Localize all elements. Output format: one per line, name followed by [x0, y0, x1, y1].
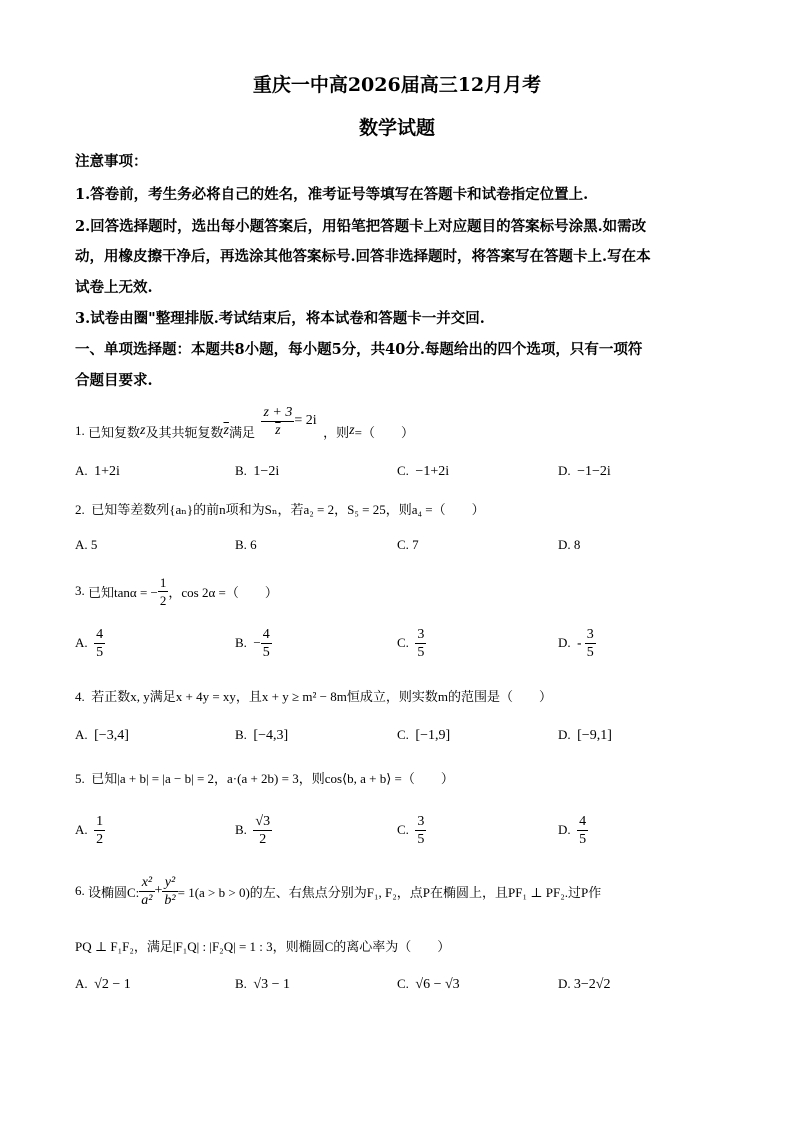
option-text: [−3,4]: [94, 728, 129, 743]
fraction-numerator: 3: [417, 813, 425, 829]
question-number: 4.: [75, 689, 85, 704]
option-d: [558, 537, 580, 553]
fraction: [261, 626, 272, 661]
fraction-numerator: z + 3: [263, 404, 293, 420]
question-number: 6.: [75, 883, 85, 898]
option-a: [75, 808, 105, 852]
option-text: √6 − √3: [415, 977, 460, 992]
fraction-numerator: 4: [96, 626, 104, 642]
fraction: [158, 574, 169, 609]
option-text: −1−2i: [577, 464, 611, 479]
math-variable-conjugate: $\overline{z}$: [223, 423, 229, 438]
question-1: [75, 404, 414, 455]
fraction: [585, 626, 596, 661]
question-text: 已知复数: [88, 424, 141, 440]
fraction: [415, 813, 426, 848]
option-label: B.: [235, 463, 247, 478]
exam-title: 重庆一中高2026届高三12月月考: [252, 74, 542, 96]
question-number: 5.: [75, 771, 85, 786]
fraction-numerator: 1: [159, 574, 167, 590]
option-label: C.: [397, 635, 409, 650]
option-label: C.: [397, 463, 409, 478]
option-text: [−4,3]: [253, 728, 289, 743]
fraction-numerator: √3: [255, 813, 271, 829]
option-label: D.: [558, 727, 571, 742]
option-label: B.: [235, 976, 247, 991]
option-label: A.: [75, 727, 88, 742]
notice-item-1: 1.答卷前，考生务必将自己的姓名，准考证号等填写在答题卡和试卷指定位置上.: [75, 186, 589, 203]
option-label: A.: [75, 822, 88, 837]
option-label: B.: [235, 635, 247, 650]
option-text: 1+2i: [94, 464, 120, 479]
option-label: D.: [558, 822, 571, 837]
option-label: C.: [397, 537, 409, 552]
option-b: [235, 622, 272, 664]
option-a: [75, 463, 120, 480]
section-heading-line-1: 一、单项选择题：本题共8小题，每小题5分，共40分.每题给出的四个选项，只有一项符: [75, 341, 643, 358]
question-text: 已知|a + b| = |a − b| = 2，a·(a + 2b) = 3，则cos⟨b, a + b⟩ =（ ）: [91, 771, 454, 786]
option-label: D.: [558, 976, 571, 991]
option-label: D.: [558, 463, 571, 478]
fraction-denominator: 5: [417, 644, 425, 660]
option-text: 3−2√2: [573, 977, 611, 992]
option-label: A.: [75, 463, 88, 478]
option-label: C.: [397, 727, 409, 742]
fraction: [577, 813, 588, 848]
option-b: [235, 976, 290, 993]
fraction-denominator: z: [275, 422, 281, 438]
option-c: [397, 622, 426, 664]
option-text: √3 − 1: [253, 977, 291, 992]
question-text: = 1(a > b > 0)的左、右焦点分别为F₁, F₂，点P在椭圆上，且PF₁ ⊥ PF₂.过P作: [177, 884, 602, 900]
option-text: √2 − 1: [94, 977, 131, 992]
question-text: 已知等差数列{aₙ}的前n项和为Sₙ，若a₂ = 2，S₅ = 25，则a₄ =（ ）: [91, 502, 485, 517]
section-heading-line-2: 合题目要求.: [75, 372, 153, 389]
option-c: [397, 808, 426, 852]
option-sign: −: [253, 635, 261, 650]
question-text: =（ ）: [354, 424, 414, 440]
fraction: [94, 813, 105, 848]
fraction: [94, 626, 105, 661]
fraction: [253, 813, 272, 848]
fraction-numerator: 3: [417, 626, 425, 642]
fraction: [415, 626, 426, 661]
plus-sign: +: [154, 883, 163, 898]
question-text: 已知tanα = −: [88, 584, 158, 600]
option-label: B.: [235, 537, 247, 552]
fraction-numerator: 4: [579, 813, 587, 829]
option-sign: -: [577, 635, 582, 650]
option-c: [397, 727, 450, 744]
option-d: [558, 976, 610, 993]
option-text: −1+2i: [415, 464, 450, 479]
fraction-denominator: 5: [262, 644, 270, 660]
fraction-denominator: a²: [141, 892, 153, 908]
fraction-denominator: 5: [579, 831, 587, 847]
subject-title: 数学试题: [358, 117, 435, 139]
fraction: [261, 404, 294, 439]
option-label: A.: [75, 537, 88, 552]
option-a: [75, 727, 129, 744]
fraction-numerator: 3: [586, 626, 594, 642]
question-5: [75, 768, 454, 787]
option-label: D.: [558, 635, 571, 650]
option-b: [235, 537, 257, 553]
option-text: 7: [412, 537, 419, 552]
fraction-denominator: 5: [586, 644, 594, 660]
question-2: [75, 499, 485, 518]
fraction-numerator: x²: [139, 874, 154, 892]
option-label: A.: [75, 635, 88, 650]
option-a: [75, 976, 131, 993]
question-text: 设椭圆C:: [88, 884, 140, 900]
option-text: 8: [573, 537, 581, 552]
fraction-numerator: y²: [162, 874, 177, 892]
fraction-denominator: 2: [96, 831, 104, 847]
option-b: [235, 808, 272, 852]
fraction-denominator: b²: [164, 892, 176, 908]
option-text: [−9,1]: [577, 728, 612, 743]
option-a: [75, 537, 97, 553]
equation: = 2i: [294, 413, 317, 428]
question-6: [75, 868, 601, 914]
fraction: [139, 874, 154, 909]
option-label: D.: [558, 537, 571, 552]
notice-item-2-line-1: 2.回答选择题时，选出每小题答案后，用铅笔把答题卡上对应题目的答案标号涂黑.如需改: [75, 218, 647, 235]
option-text: [−1,9]: [415, 728, 451, 743]
option-label: C.: [397, 822, 409, 837]
question-text: 及其共轭复数: [145, 424, 224, 440]
option-label: B.: [235, 727, 247, 742]
option-a: [75, 622, 105, 664]
math-variable: z: [349, 423, 355, 438]
option-label: C.: [397, 976, 409, 991]
fraction-denominator: 5: [417, 831, 425, 847]
notice-heading: 注意事项：: [75, 153, 148, 170]
notice-item-3: 3.试卷由圈"整理排版.考试结束后，将本试卷和答题卡一并交回.: [75, 310, 485, 327]
fraction-denominator: 2: [159, 592, 167, 608]
option-label: A.: [75, 976, 88, 991]
fraction-denominator: 2: [259, 831, 267, 847]
question-number: 2.: [75, 502, 85, 517]
question-3: [75, 571, 278, 611]
option-d: [558, 463, 611, 480]
question-text: 满足: [228, 424, 255, 440]
fraction-denominator: 5: [96, 644, 104, 660]
option-c: [397, 976, 460, 993]
option-d: [558, 727, 612, 744]
option-c: [397, 537, 419, 553]
question-6-line-2: PQ ⊥ F₁F₂，满足|F₁Q| : |F₂Q| = 1 : 3，则椭圆C的离心率为（ ）: [75, 939, 451, 954]
fraction-numerator: 1: [96, 813, 104, 829]
notice-item-2-line-3: 试卷上无效.: [75, 279, 153, 296]
option-b: [235, 463, 279, 480]
option-c: [397, 463, 449, 480]
question-text: ，cos 2α =（ ）: [168, 584, 278, 600]
option-text: 6: [250, 537, 257, 552]
option-d: [558, 808, 588, 852]
notice-item-2-line-2: 动，用橡皮擦干净后，再选涂其他答案标号.回答非选择题时，将答案写在答题卡上.写在本: [75, 248, 651, 265]
question-4: [75, 686, 552, 705]
option-d: [558, 622, 596, 664]
option-text: 1−2i: [253, 464, 280, 479]
question-text: ，则: [323, 424, 350, 440]
question-text: 若正数x, y满足x + 4y = xy，且x + y ≥ m² − 8m恒成立，则实数m的范围是（ ）: [91, 689, 552, 704]
math-variable: z: [140, 423, 146, 438]
fraction-numerator: 4: [262, 626, 270, 642]
option-b: [235, 727, 288, 744]
option-text: 5: [90, 537, 98, 552]
question-number: 1.: [75, 423, 85, 438]
fraction: [162, 874, 177, 909]
question-number: 3.: [75, 583, 85, 598]
option-label: B.: [235, 822, 247, 837]
